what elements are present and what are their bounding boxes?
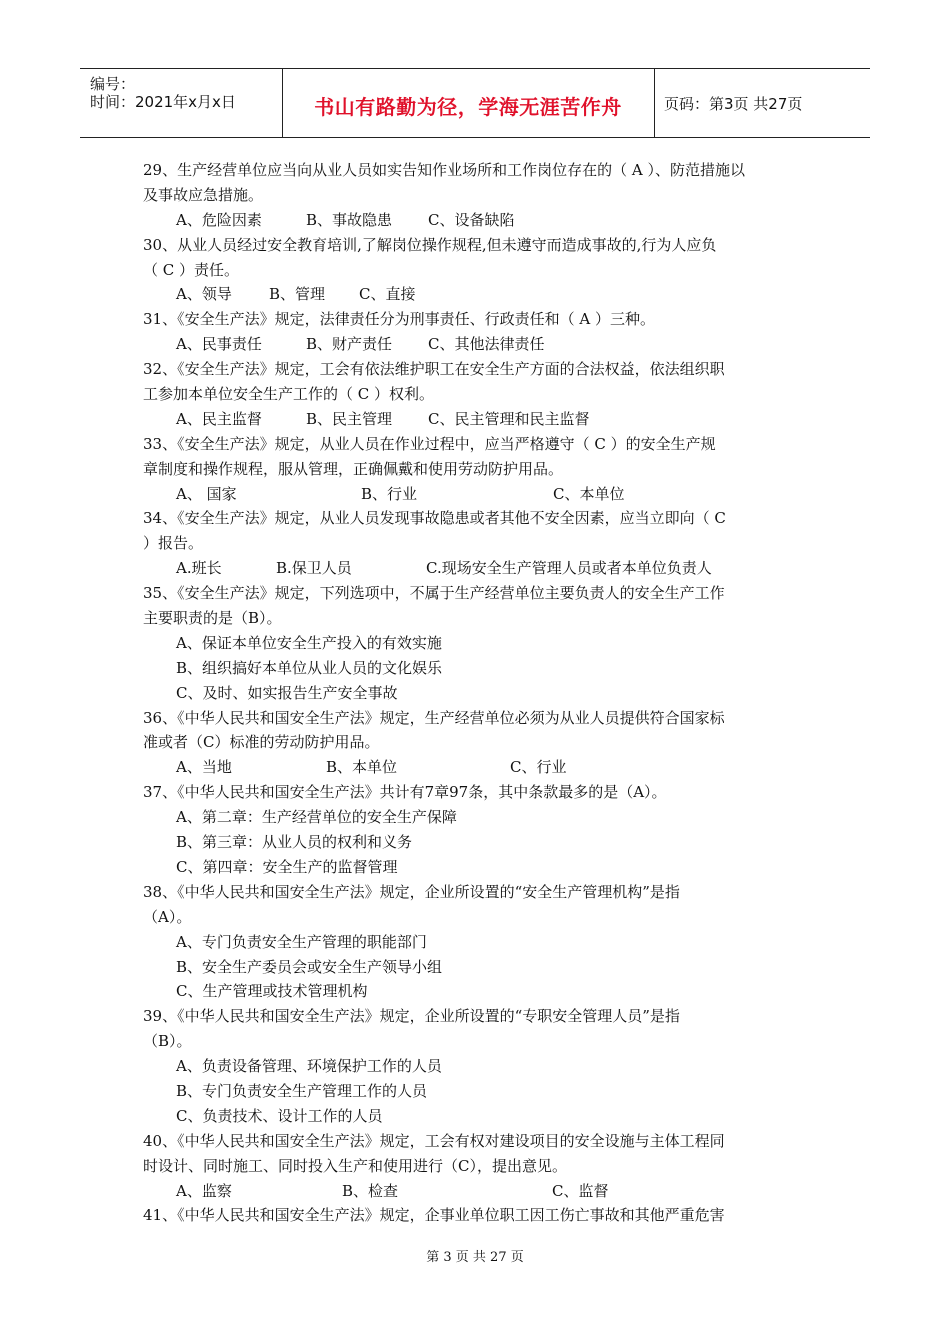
options-row	[143, 282, 815, 307]
options-row	[143, 407, 815, 432]
text-line: 40、《中华人民共和国安全生产法》规定，工会有权对建设项目的安全设施与主体工程同	[143, 1131, 725, 1150]
option: B、事故隐患	[306, 210, 393, 229]
option: C、监督	[552, 1181, 609, 1200]
document-number-label: 编号：	[90, 75, 136, 93]
option-line: B、组织搞好本单位从业人员的文化娱乐	[176, 658, 443, 677]
text-line: 32、《安全生产法》规定，工会有依法维护职工在安全生产方面的合法权益，依法组织职	[143, 360, 725, 379]
option-line: B、第三章：从业人员的权利和义务	[176, 833, 413, 852]
option-line: B、专门负责安全生产管理工作的人员	[176, 1081, 428, 1100]
option: A、当地	[176, 758, 232, 777]
header-right-cell	[654, 69, 870, 137]
option: C、民主管理和民主监督	[428, 409, 590, 428]
header-middle-cell	[282, 69, 655, 137]
option: C.现场安全生产管理人员或者本单位负责人	[426, 559, 712, 578]
option: B、行业	[361, 484, 418, 503]
option-line: C、生产管理或技术管理机构	[176, 982, 368, 1001]
text-line: 准或者（C）标准的劳动防护用品。	[143, 733, 380, 752]
text-line: （A）。	[143, 907, 192, 926]
option: C、直接	[359, 285, 416, 304]
question-list	[143, 158, 815, 1228]
option: A.班长	[176, 559, 222, 578]
page-footer: 第 3 页 共 27 页	[426, 1250, 524, 1265]
text-line: （B）。	[143, 1032, 192, 1051]
document-date: 时间：2021年x月x日	[90, 93, 236, 111]
option: A、民主监督	[176, 409, 262, 428]
option-line: B、安全生产委员会或安全生产领导小组	[176, 957, 443, 976]
option-line: C、负责技术、设计工作的人员	[176, 1106, 383, 1125]
header-motto: 书山有路勤为径，学海无涯苦作舟	[314, 95, 622, 119]
options-row	[143, 332, 815, 357]
text-line: 主要职责的是（B）。	[143, 609, 282, 628]
option-line: A、保证本单位安全生产投入的有效实施	[176, 633, 442, 652]
option-line: A、负责设备管理、环境保护工作的人员	[176, 1057, 442, 1076]
text-line: 工参加本单位安全生产工作的（ C ）权利。	[143, 385, 435, 404]
header-page-info: 页码：第3页 共27页	[664, 95, 803, 113]
text-line: 31、《安全生产法》规定，法律责任分为刑事责任、行政责任和（ A ）三种。	[143, 310, 655, 329]
text-line: 及事故应急措施。	[143, 185, 264, 204]
text-line: 37、《中华人民共和国安全生产法》共计有7章97条，其中条款最多的是（A）。	[143, 783, 667, 802]
option: B、财产责任	[306, 335, 393, 354]
option: C、设备缺陷	[428, 210, 515, 229]
option: B、管理	[269, 285, 326, 304]
text-line: 36、《中华人民共和国安全生产法》规定，生产经营单位必须为从业人员提供符合国家标	[143, 708, 725, 727]
text-line: ）报告。	[143, 534, 204, 553]
options-row	[143, 208, 815, 233]
option: A、危险因素	[176, 210, 262, 229]
text-line: 35、《安全生产法》规定，下列选项中，不属于生产经营单位主要负责人的安全生产工作	[143, 584, 725, 603]
text-line: 33、《安全生产法》规定，从业人员在作业过程中，应当严格遵守（ C ）的安全生产规	[143, 434, 716, 453]
options-row	[143, 1179, 815, 1204]
option: A、 国家	[176, 484, 237, 503]
options-row	[143, 556, 815, 581]
option: B、检查	[342, 1181, 399, 1200]
options-row	[143, 482, 815, 507]
options-row	[143, 755, 815, 780]
text-line: 30、从业人员经过安全教育培训,了解岗位操作规程,但未遵守而造成事故的,行为人应负	[143, 235, 717, 254]
option-line: A、专门负责安全生产管理的职能部门	[176, 932, 427, 951]
option: A、领导	[176, 285, 232, 304]
page-header	[80, 68, 870, 138]
option: A、监察	[176, 1181, 232, 1200]
text-line: 34、《安全生产法》规定，从业人员发现事故隐患或者其他不安全因素，应当立即向（ C	[143, 509, 726, 528]
option: C、其他法律责任	[428, 335, 545, 354]
text-line: 29、生产经营单位应当向从业人员如实告知作业场所和工作岗位存在的（ A ）、防范措施以	[143, 161, 745, 179]
text-line: （ C ）责任。	[143, 260, 240, 279]
header-left-cell	[80, 69, 283, 137]
option-line: A、第二章：生产经营单位的安全生产保障	[176, 808, 457, 827]
option: C、行业	[510, 758, 567, 777]
option: B、本单位	[326, 758, 398, 777]
text-line: 39、《中华人民共和国安全生产法》规定，企业所设置的“专职安全管理人员”是指	[143, 1007, 680, 1026]
option-line: C、第四章：安全生产的监督管理	[176, 857, 398, 876]
text-line: 时设计、同时施工、同时投入生产和使用进行（C），提出意见。	[143, 1156, 567, 1175]
text-line: 41、《中华人民共和国安全生产法》规定，企事业单位职工因工伤亡事故和其他严重危害	[143, 1206, 725, 1225]
option-line: C、及时、如实报告生产安全事故	[176, 683, 398, 702]
text-line: 章制度和操作规程，服从管理，正确佩戴和使用劳动防护用品。	[143, 459, 564, 478]
option: B.保卫人员	[276, 559, 352, 578]
option: C、本单位	[553, 484, 625, 503]
text-line: 38、《中华人民共和国安全生产法》规定，企业所设置的“安全生产管理机构”是指	[143, 882, 680, 901]
option: B、民主管理	[306, 409, 393, 428]
option: A、民事责任	[176, 335, 262, 354]
